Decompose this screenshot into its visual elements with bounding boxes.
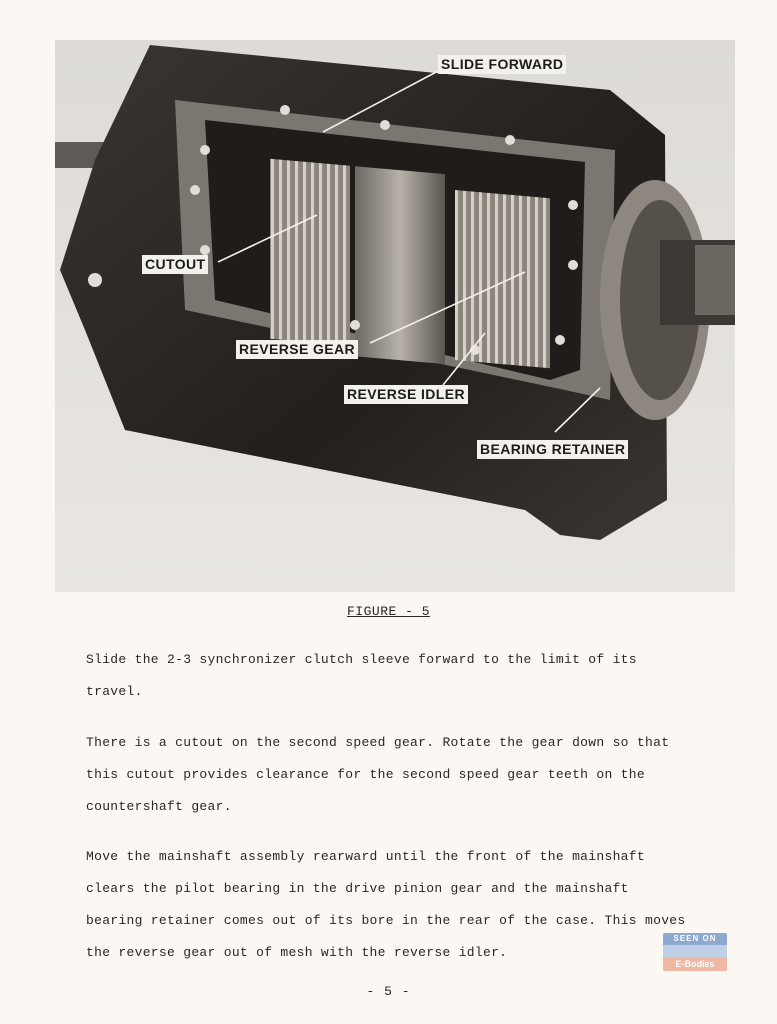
paragraph-1: Slide the 2-3 synchronizer clutch sleeve forward to the limit of its travel. <box>86 652 637 699</box>
callout-reverse-gear: REVERSE GEAR <box>236 340 358 359</box>
callout-reverse-idler: REVERSE IDLER <box>344 385 468 404</box>
callout-cutout: CUTOUT <box>142 255 208 274</box>
callout-bearing-retainer: BEARING RETAINER <box>477 440 628 459</box>
paragraph-2: There is a cutout on the second speed gear. Rotate the gear down so that this cutout provides clearance for the second speed gear teeth on the countershaft gear. <box>86 735 670 814</box>
callout-slide-forward: SLIDE FORWARD <box>438 55 566 74</box>
watermark-bottom-text: E-Bodies <box>663 957 727 971</box>
watermark-top-text: SEEN ON <box>663 933 727 945</box>
paragraph-3: Move the mainshaft assembly rearward until the front of the mainshaft clears the pilot bearing in the drive pinion gear and the mainshaft bearing retainer comes out of its bore in the rear of the case. This moves the reverse gear out of mesh with the reverse idler. <box>86 849 686 960</box>
watermark-car-icon <box>663 945 727 957</box>
page-number: - 5 - <box>366 984 411 999</box>
watermark-badge <box>663 933 727 971</box>
transmission-photo <box>55 40 735 592</box>
figure-caption: FIGURE - 5 <box>346 604 430 619</box>
